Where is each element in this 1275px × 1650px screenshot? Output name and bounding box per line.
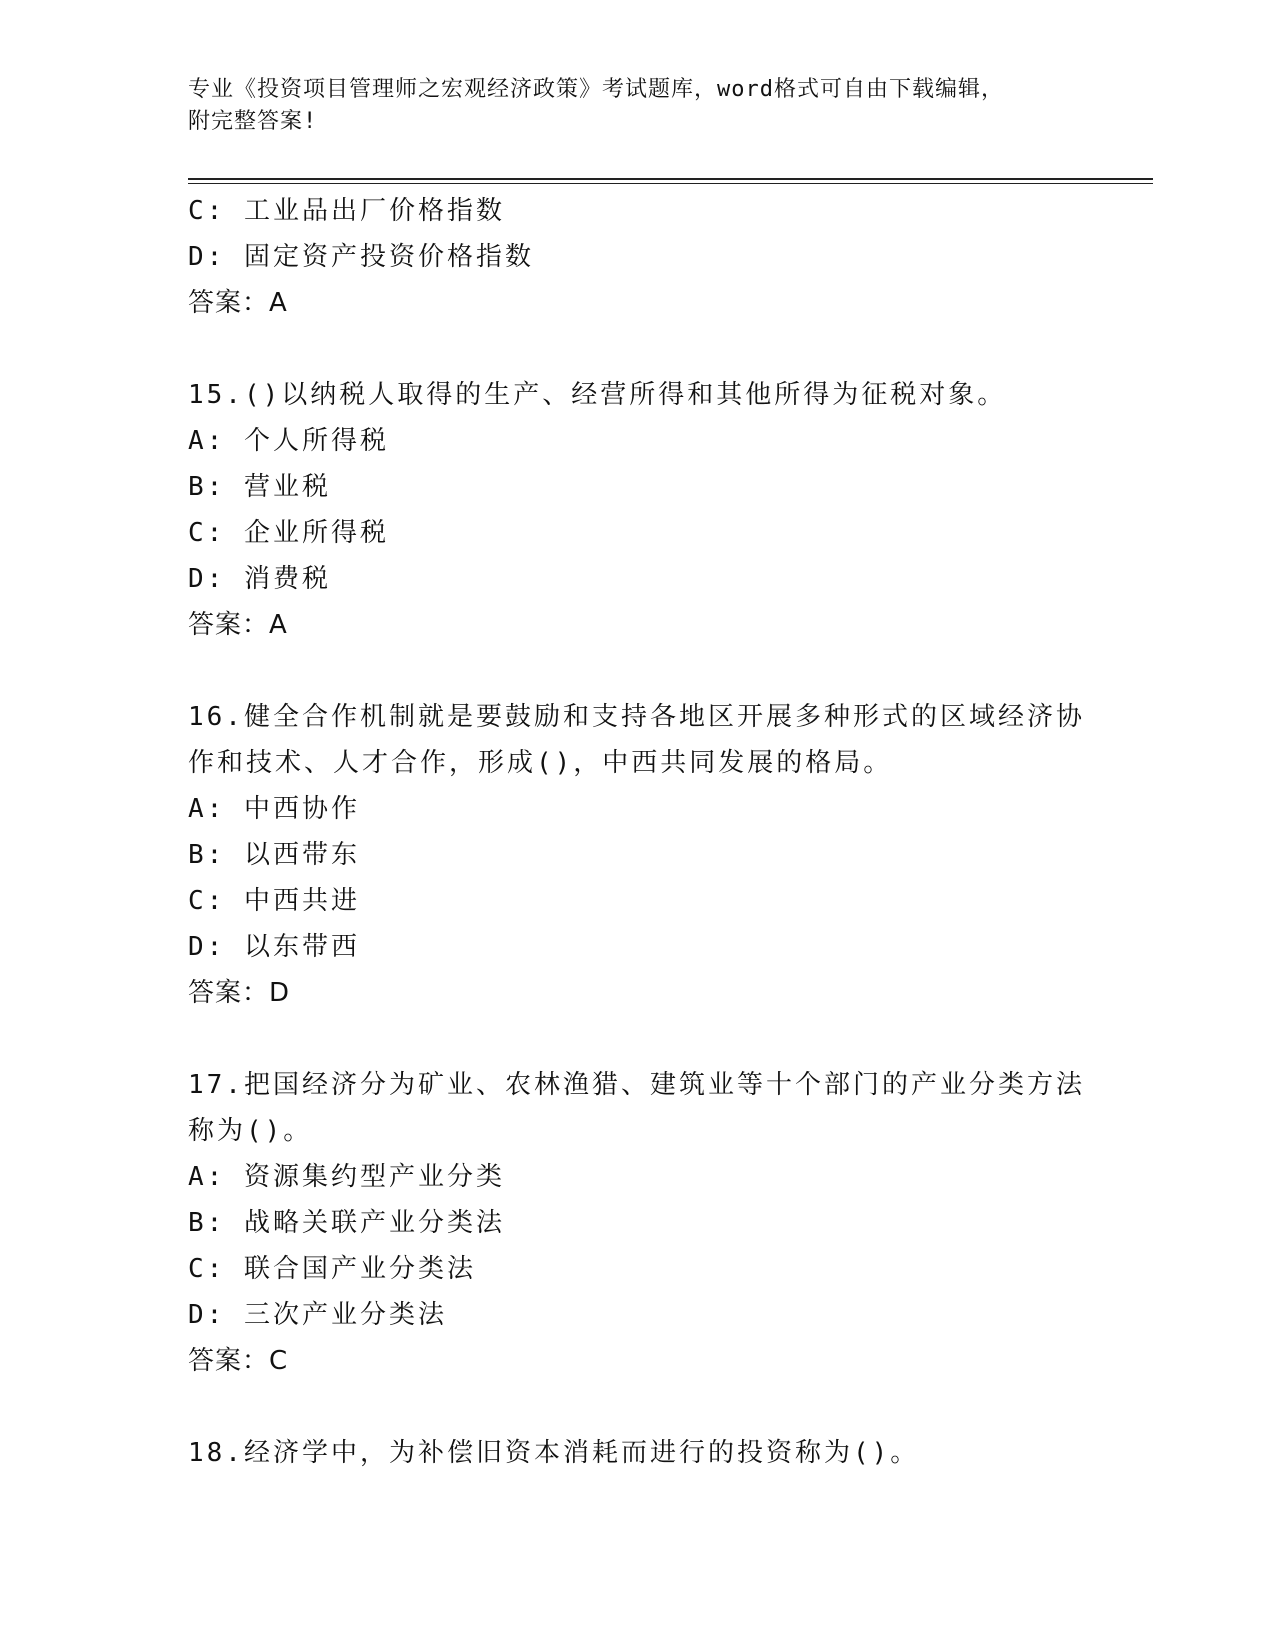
- question-stem-line-1: 16.健全合作机制就是要鼓励和支持各地区开展多种形式的区域经济协: [188, 702, 1085, 732]
- header-line-2: 附完整答案!: [188, 109, 318, 134]
- question-stem-line-2: 称为()。: [188, 1116, 313, 1146]
- answer: 答案：D: [188, 978, 291, 1008]
- option-d: D: 消费税: [188, 564, 331, 594]
- question-stem: 15.()以纳税人取得的生产、经营所得和其他所得为征税对象。: [188, 380, 1007, 410]
- option-a: A: 中西协作: [188, 794, 360, 824]
- option-c: C: 企业所得税: [188, 518, 389, 548]
- option-a: A: 资源集约型产业分类: [188, 1162, 505, 1192]
- option-b: B: 战略关联产业分类法: [188, 1208, 505, 1238]
- option-c: C: 中西共进: [188, 886, 360, 916]
- spacer: [188, 1384, 1088, 1430]
- option-c: C: 工业品出厂价格指数: [188, 196, 505, 226]
- option-c: C: 联合国产业分类法: [188, 1254, 476, 1284]
- option-a: A: 个人所得税: [188, 426, 389, 456]
- question-stem: 18.经济学中，为补偿旧资本消耗而进行的投资称为()。: [188, 1438, 920, 1468]
- option-b: B: 以西带东: [188, 840, 360, 870]
- question-14-tail: [188, 188, 1088, 326]
- option-d: D: 三次产业分类法: [188, 1300, 447, 1330]
- option-d: D: 以东带西: [188, 932, 360, 962]
- question-15: [188, 372, 1088, 648]
- header-line-1: 专业《投资项目管理师之宏观经济政策》考试题库，word格式可自由下载编辑，: [188, 77, 1004, 102]
- option-b: B: 营业税: [188, 472, 331, 502]
- answer: 答案：A: [188, 288, 288, 318]
- spacer: [188, 1016, 1088, 1062]
- answer: 答案：C: [188, 1346, 289, 1376]
- document-header: [188, 74, 1068, 138]
- question-17: [188, 1062, 1088, 1384]
- question-18: [188, 1430, 1088, 1476]
- header-divider-thin: [188, 183, 1153, 184]
- question-list: [188, 188, 1088, 1476]
- spacer: [188, 648, 1088, 694]
- spacer: [188, 326, 1088, 372]
- question-stem-line-2: 作和技术、人才合作，形成()，中西共同发展的格局。: [188, 748, 893, 778]
- question-16: [188, 694, 1088, 1016]
- option-d: D: 固定资产投资价格指数: [188, 242, 534, 272]
- header-divider-thick: [188, 178, 1153, 180]
- answer: 答案：A: [188, 610, 288, 640]
- question-stem-line-1: 17.把国经济分为矿业、农林渔猎、建筑业等十个部门的产业分类方法: [188, 1070, 1085, 1100]
